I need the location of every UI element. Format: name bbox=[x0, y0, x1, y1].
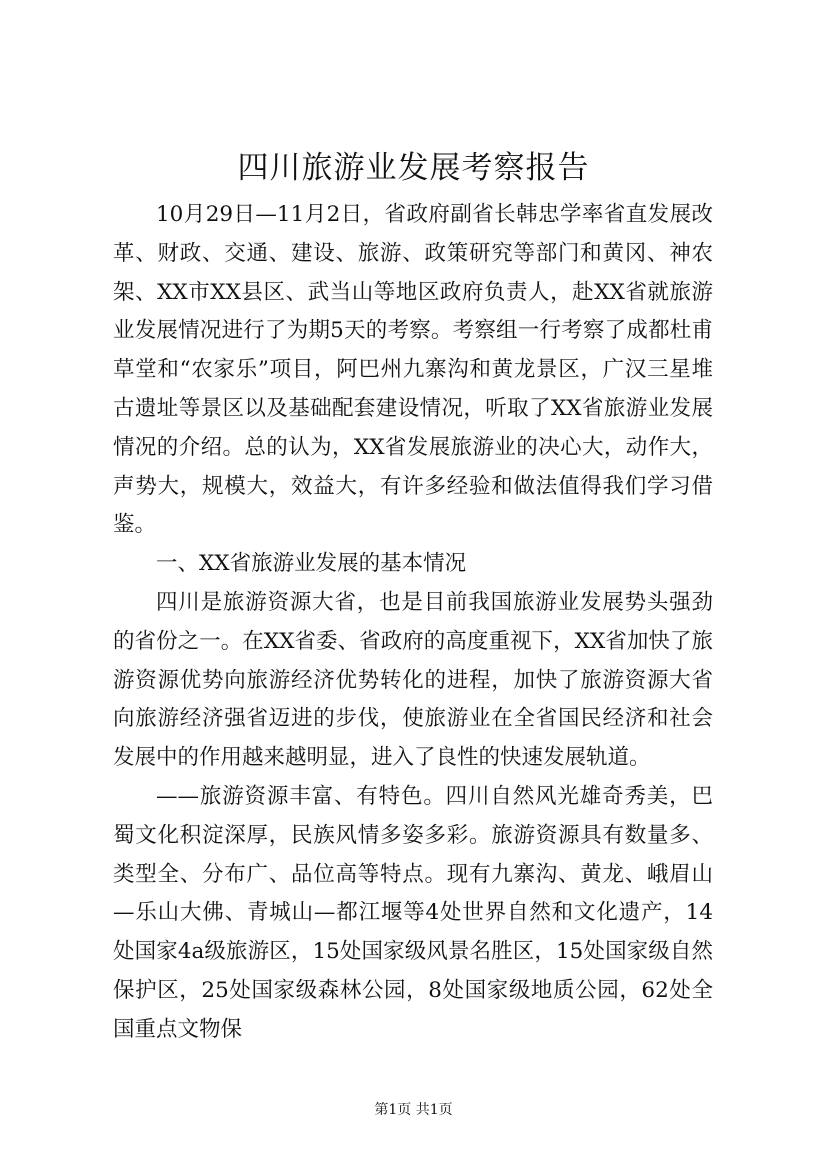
paragraph-intro: 10月29日—11月2日，省政府副省长韩忠学率省直发展改革、财政、交通、建设、旅游、政策研究等部门和黄冈、神农架、XX市XX县区、武当山等地区政府负责人，赴XX省就旅游业发展情况进行了为期5天的考察。考察组一行考察了成都杜甫草堂和“农家乐”项目，阿巴州九寨沟和黄龙景区，广汉三星堆古遗址等景区以及基础配套建设情况，听取了XX省旅游业发展情况的介绍。总的认为，XX省发展旅游业的决心大，动作大，声势大，规模大，效益大，有许多经验和做法值得我们学习借鉴。 bbox=[113, 202, 713, 538]
document-title: 四川旅游业发展考察报告 bbox=[237, 150, 590, 186]
paragraph-overview: 四川是旅游资源大省，也是目前我国旅游业发展势头强劲的省份之一。在XX省委、省政府的高度重视下，XX省加快了旅游资源优势向旅游经济优势转化的进程，加快了旅游资源大省向旅游经济强省迈进的步伐，使旅游业在全省国民经济和社会发展中的作用越来越明显，进入了良性的快速发展轨道。 bbox=[113, 589, 713, 771]
page-footer: 第1页 共1页 bbox=[374, 1102, 453, 1118]
section-heading-1: 一、XX省旅游业发展的基本情况 bbox=[156, 551, 467, 577]
document-body bbox=[113, 196, 713, 1050]
paragraph-resources: ——旅游资源丰富、有特色。四川自然风光雄奇秀美，巴蜀文化积淀深厚，民族风情多姿多彩。旅游资源具有数量多、类型全、分布广、品位高等特点。现有九寨沟、黄龙、峨眉山—乐山大佛、青城山—都江堰等4处世界自然和文化遗产，14处国家4a级旅游区，15处国家级风景名胜区，15处国家级自然保护区，25处国家级森林公园，8处国家级地质公园，62处全国重点文物保 bbox=[113, 783, 713, 1042]
